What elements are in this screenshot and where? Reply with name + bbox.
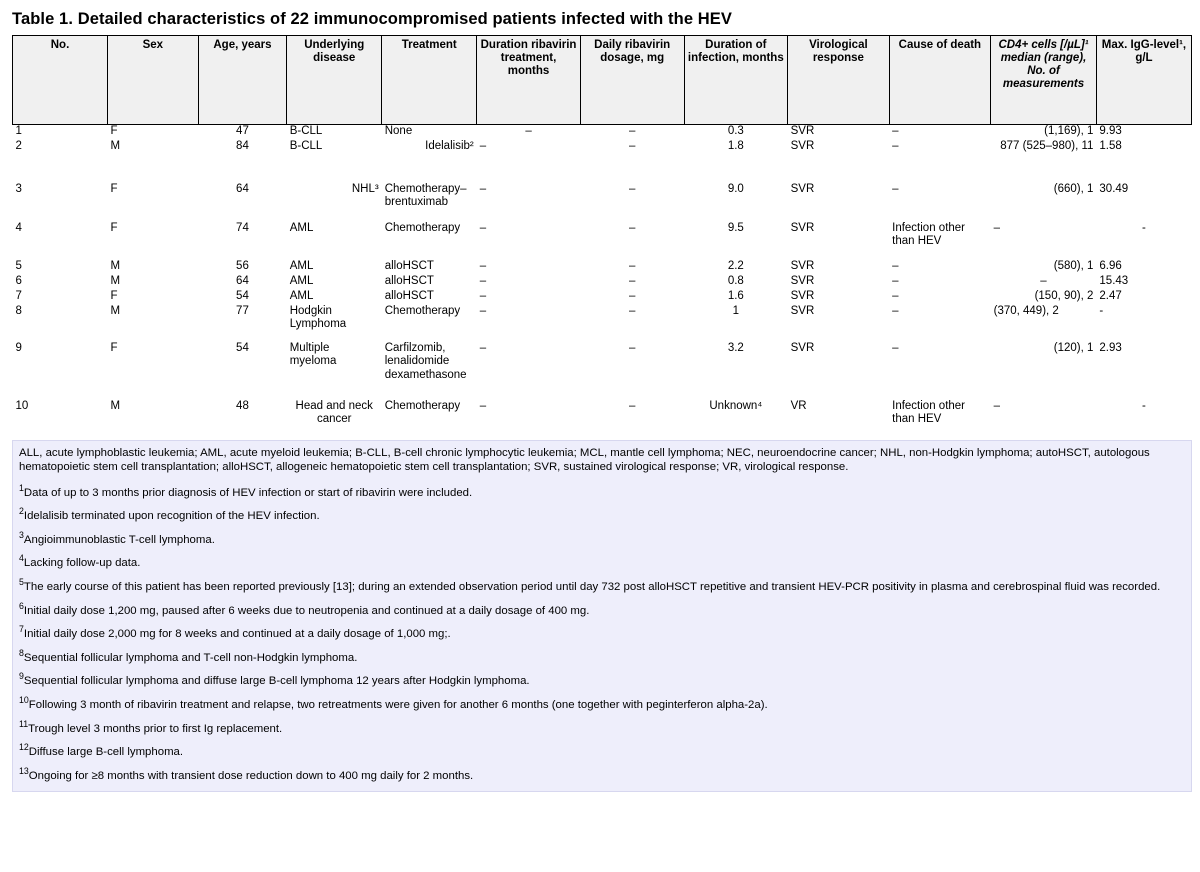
cell-sex: F [110, 221, 118, 234]
footnote-9 [19, 671, 1185, 689]
cell-cd4: – [993, 221, 1001, 234]
col-header-cause-death-label: Cause of death [898, 39, 982, 51]
cell-virological-response: SVR [790, 139, 815, 152]
cell-virological-response: SVR [790, 259, 815, 272]
cell-sex: F [110, 125, 118, 137]
footnote-6 [19, 600, 1185, 619]
cell-treatment: Chemotherapy [384, 221, 461, 234]
col-header-treatment-label: Treatment [401, 39, 457, 51]
col-header-disease-label: Underlying disease [304, 39, 365, 64]
patient-characteristics-table [12, 35, 1192, 436]
cell-disease: Multiple myeloma [289, 341, 337, 367]
footnote-7-marker: 7 [19, 624, 24, 635]
col-header-age [198, 36, 287, 125]
cell-no: 8 [15, 304, 22, 317]
footnote-9-text: Sequential follicular lymphoma and diffuse large B-cell lymphoma 12 years after Hodgkin lymphoma. [23, 675, 530, 688]
cell-daily-dosage: – [628, 341, 636, 354]
cell-duration-ribavirin: – [479, 304, 487, 317]
cell-treatment: Idelalisib² [425, 139, 474, 152]
footnote-2-text: Idelalisib terminated upon recognition of the HEV infection. [23, 510, 320, 523]
cell-no: 10 [15, 399, 29, 412]
footnote-12 [19, 742, 1185, 760]
footnote-1-text: Data of up to 3 months prior diagnosis of HEV infection or start of ribavirin were included. [23, 486, 473, 499]
footnote-3 [19, 530, 1185, 548]
cell-sex: F [110, 341, 118, 354]
footnote-2 [19, 506, 1185, 524]
cell-sex: M [110, 139, 121, 152]
col-header-no [13, 36, 108, 125]
table-row [13, 290, 1192, 305]
table-row [13, 125, 1192, 140]
cell-duration-ribavirin: – [479, 182, 487, 195]
footnote-7 [19, 624, 1185, 642]
cell-daily-dosage: – [628, 125, 636, 137]
cell-duration-infection: 2.2 [727, 259, 744, 272]
cell-cd4: (150, 90), 2 [1034, 289, 1094, 302]
cell-igg: 30.49 [1099, 182, 1129, 195]
cell-cause-of-death: – [892, 182, 899, 195]
cell-treatment: Chemotherapy [384, 399, 461, 412]
col-header-duration-infection [684, 36, 788, 125]
cell-duration-ribavirin: – [479, 399, 487, 412]
cell-no: 6 [15, 274, 22, 287]
footnote-9-marker: 9 [19, 671, 24, 682]
cell-igg: 9.93 [1099, 125, 1122, 137]
col-header-duration-inf-label: Duration of infection, months [687, 39, 784, 64]
cell-virological-response: VR [790, 399, 807, 412]
table-row [13, 183, 1192, 222]
col-header-sex [108, 36, 199, 125]
cell-duration-infection: Unknown⁴ [709, 399, 763, 412]
cell-sex: M [110, 259, 121, 272]
cell-duration-ribavirin: – [479, 341, 487, 354]
cell-disease: NHL³ [351, 182, 379, 195]
cell-igg: 2.93 [1099, 341, 1122, 354]
cell-daily-dosage: – [628, 221, 636, 234]
cell-virological-response: SVR [790, 221, 815, 234]
cell-cd4: (1,169), 1 [1044, 125, 1094, 137]
col-header-max-igg [1096, 36, 1191, 125]
cell-disease: Hodgkin Lymphoma [289, 304, 347, 330]
cell-treatment: Carfilzomib, lenalidomide dexamethasone [384, 341, 467, 381]
page-title: Table 1. Detailed characteristics of 22 immunocompromised patients infected with the HEV [12, 10, 733, 28]
cell-disease: B-CLL [289, 125, 323, 137]
cell-duration-ribavirin: – [479, 259, 487, 272]
cell-virological-response: SVR [790, 125, 815, 137]
cell-cause-of-death: Infection other than HEV [892, 399, 966, 425]
footnote-11-text: Trough level 3 months prior to first Ig replacement. [28, 722, 283, 735]
cell-duration-ribavirin: – [479, 274, 487, 287]
cell-daily-dosage: – [628, 304, 636, 317]
cell-sex: F [110, 289, 118, 302]
cell-no: 1 [15, 125, 22, 137]
footnote-1 [19, 482, 1185, 501]
col-header-no-label: No. [50, 39, 70, 51]
footnote-8-text: Sequential follicular lymphoma and T-cell non-Hodgkin lymphoma. [23, 651, 358, 664]
cell-daily-dosage: – [628, 274, 636, 287]
cell-cause-of-death: – [892, 139, 899, 152]
cell-duration-infection: 3.2 [727, 341, 744, 354]
table-body [13, 125, 1192, 436]
cell-treatment: alloHSCT [384, 289, 434, 302]
table-row [13, 342, 1192, 400]
cell-cause-of-death: – [892, 259, 899, 272]
col-header-age-label: Age, years [213, 39, 272, 51]
cell-sex: M [110, 274, 121, 287]
cell-age: 54 [236, 289, 249, 302]
cell-duration-infection: 0.8 [727, 274, 744, 287]
cell-duration-infection: 9.5 [727, 221, 744, 234]
cell-age: 47 [236, 125, 249, 137]
cell-no: 2 [15, 139, 22, 152]
footnote-13-text: Ongoing for ≥8 months with transient dose reduction down to 400 mg daily for 2 months. [28, 769, 474, 782]
cell-daily-dosage: – [628, 399, 636, 412]
cell-age: 64 [236, 274, 249, 287]
cell-disease: B-CLL [289, 139, 323, 152]
col-header-duration-ribavirin [477, 36, 581, 125]
table-footnotes [12, 440, 1192, 793]
footnote-4-marker: 4 [19, 553, 24, 564]
cell-virological-response: SVR [790, 341, 815, 354]
cell-igg: - [1142, 399, 1146, 412]
cell-igg: 15.43 [1099, 274, 1129, 287]
col-header-virological-response [788, 36, 889, 125]
cell-virological-response: SVR [790, 304, 815, 317]
cell-daily-dosage: – [628, 289, 636, 302]
cell-cd4: (370, 449), 2 [993, 304, 1059, 317]
cell-treatment: Chemotherapy–brentuximab [384, 182, 467, 208]
footnote-3-text: Angioimmunoblastic T-cell lymphoma. [23, 533, 215, 546]
cell-virological-response: SVR [790, 274, 815, 287]
table-row [13, 140, 1192, 183]
table-row [13, 305, 1192, 342]
cell-igg: - [1099, 304, 1104, 317]
col-header-cd4-cells [991, 36, 1097, 125]
cell-age: 48 [236, 399, 249, 412]
col-header-underlying-disease [287, 36, 382, 125]
footnote-8-marker: 8 [19, 648, 24, 659]
col-header-treatment [382, 36, 477, 125]
cell-cd4: (580), 1 [1053, 259, 1094, 272]
cell-no: 7 [15, 289, 22, 302]
footnote-5 [19, 577, 1185, 595]
footnote-12-text: Diffuse large B-cell lymphoma. [28, 746, 184, 759]
footnote-1-marker: 1 [19, 482, 24, 493]
col-header-sex-label: Sex [142, 39, 164, 51]
footnote-6-marker: 6 [19, 600, 24, 611]
cell-treatment: alloHSCT [384, 274, 434, 287]
col-header-virological-label: Virological response [809, 39, 868, 64]
cell-age: 74 [236, 221, 249, 234]
footnote-10-text: Following 3 month of ribavirin treatment and relapse, two retreatments were given for another 6 months (one together with peginterferon alpha-2a). [28, 699, 768, 712]
table-row [13, 275, 1192, 290]
cell-virological-response: SVR [790, 182, 815, 195]
cell-age: 54 [236, 341, 249, 354]
cell-age: 84 [236, 139, 249, 152]
cell-no: 9 [15, 341, 22, 354]
cell-sex: M [110, 304, 121, 317]
footnote-5-marker: 5 [19, 577, 24, 588]
footnote-2-marker: 2 [19, 506, 24, 517]
cell-cd4: (120), 1 [1053, 341, 1094, 354]
cell-age: 77 [236, 304, 249, 317]
footnote-11-marker: 11 [19, 718, 29, 729]
footnote-8 [19, 648, 1185, 666]
cell-cause-of-death: – [892, 274, 899, 287]
cell-cd4: 877 (525–980), 11 [1000, 139, 1094, 152]
footnote-11 [19, 718, 1185, 737]
col-header-daily-dose-label: Daily ribavirin dosage, mg [594, 39, 671, 64]
cell-age: 64 [236, 182, 249, 195]
footnote-13-marker: 13 [19, 766, 29, 777]
cell-treatment: None [384, 125, 413, 137]
cell-daily-dosage: – [628, 182, 636, 195]
cell-duration-infection: 1.8 [727, 139, 744, 152]
footnote-4-text: Lacking follow-up data. [23, 557, 141, 570]
footnote-10-marker: 10 [19, 695, 29, 706]
cell-disease: AML [289, 289, 314, 302]
cell-duration-infection: 1.6 [727, 289, 744, 302]
cell-igg: - [1142, 221, 1146, 234]
cell-virological-response: SVR [790, 289, 815, 302]
cell-cd4: – [1040, 274, 1047, 287]
cell-treatment: alloHSCT [384, 259, 434, 272]
cell-duration-ribavirin: – [479, 289, 487, 302]
cell-cd4: – [993, 399, 1001, 412]
cell-cause-of-death: – [892, 289, 899, 302]
table-header-row [13, 36, 1192, 125]
cell-no: 4 [15, 221, 22, 234]
cell-disease: AML [289, 221, 314, 234]
col-header-igg-label: Max. IgG-level¹, g/L [1101, 39, 1187, 64]
col-header-cause-of-death [889, 36, 990, 125]
cell-cause-of-death: – [892, 125, 899, 137]
footnote-6-text: Initial daily dose 1,200 mg, paused after 6 weeks due to neutropenia and continued at a daily dosage of 400 mg. [23, 604, 590, 617]
cell-age: 56 [236, 259, 249, 272]
cell-daily-dosage: – [628, 139, 636, 152]
cell-cause-of-death: – [892, 304, 899, 317]
cell-cause-of-death: Infection other than HEV [892, 221, 966, 247]
cell-duration-infection: 1 [732, 304, 740, 317]
col-header-daily-dosage [580, 36, 684, 125]
cell-no: 5 [15, 259, 22, 272]
footnote-7-text: Initial daily dose 2,000 mg for 8 weeks and continued at a daily dosage of 1,000 mg;. [23, 628, 451, 641]
footnote-10 [19, 695, 1185, 713]
cell-no: 3 [15, 182, 22, 195]
footnote-5-text: The early course of this patient has been reported previously [13]; during an extended observation period until day 732 post alloHSCT repetitive and transient HEV-PCR positivity in plasma and cerebrospinal fluid was recorded. [23, 581, 1161, 594]
cell-duration-infection: 0.3 [727, 125, 744, 137]
cell-igg: 2.47 [1099, 289, 1122, 302]
cell-sex: M [110, 399, 121, 412]
cell-daily-dosage: – [628, 259, 636, 272]
cell-disease: Head and neck cancer [295, 399, 373, 425]
footnote-4 [19, 553, 1185, 571]
cell-duration-infection: 9.0 [727, 182, 744, 195]
cell-cause-of-death: – [892, 341, 899, 354]
footnote-3-marker: 3 [19, 530, 24, 541]
footnote-abbreviations: ALL, acute lymphoblastic leukemia; AML, acute myeloid leukemia; B-CLL, B-cell chronic lymphocytic leukemia; MCL, mantle cell lymphoma; NEC, neuroendocrine cancer; NHL, non-Hodgkin lymphoma; autoHSCT, autologous hematopoietic stem cell transplantation; alloHSCT, allogeneic hematopoietic stem cell transplantation; SVR, sustained virological response; VR, virological response. [19, 446, 1150, 474]
cell-duration-ribavirin: – [479, 139, 487, 152]
col-header-duration-riba-label: Duration ribavirin treatment, months [480, 39, 577, 77]
footnote-12-marker: 12 [19, 742, 29, 753]
cell-duration-ribavirin: – [525, 125, 532, 137]
table-row [13, 222, 1192, 260]
cell-igg: 1.58 [1099, 139, 1122, 152]
cell-disease: AML [289, 274, 314, 287]
col-header-cd4-label: CD4+ cells [/µL]¹ median (range), No. of measurements [998, 39, 1089, 90]
footnote-13 [19, 766, 1185, 784]
table-row [13, 400, 1192, 436]
cell-sex: F [110, 182, 118, 195]
cell-duration-ribavirin: – [479, 221, 487, 234]
cell-cd4: (660), 1 [1053, 182, 1094, 195]
table-row [13, 260, 1192, 275]
cell-igg: 6.96 [1099, 259, 1122, 272]
cell-treatment: Chemotherapy [384, 304, 461, 317]
cell-disease: AML [289, 259, 314, 272]
